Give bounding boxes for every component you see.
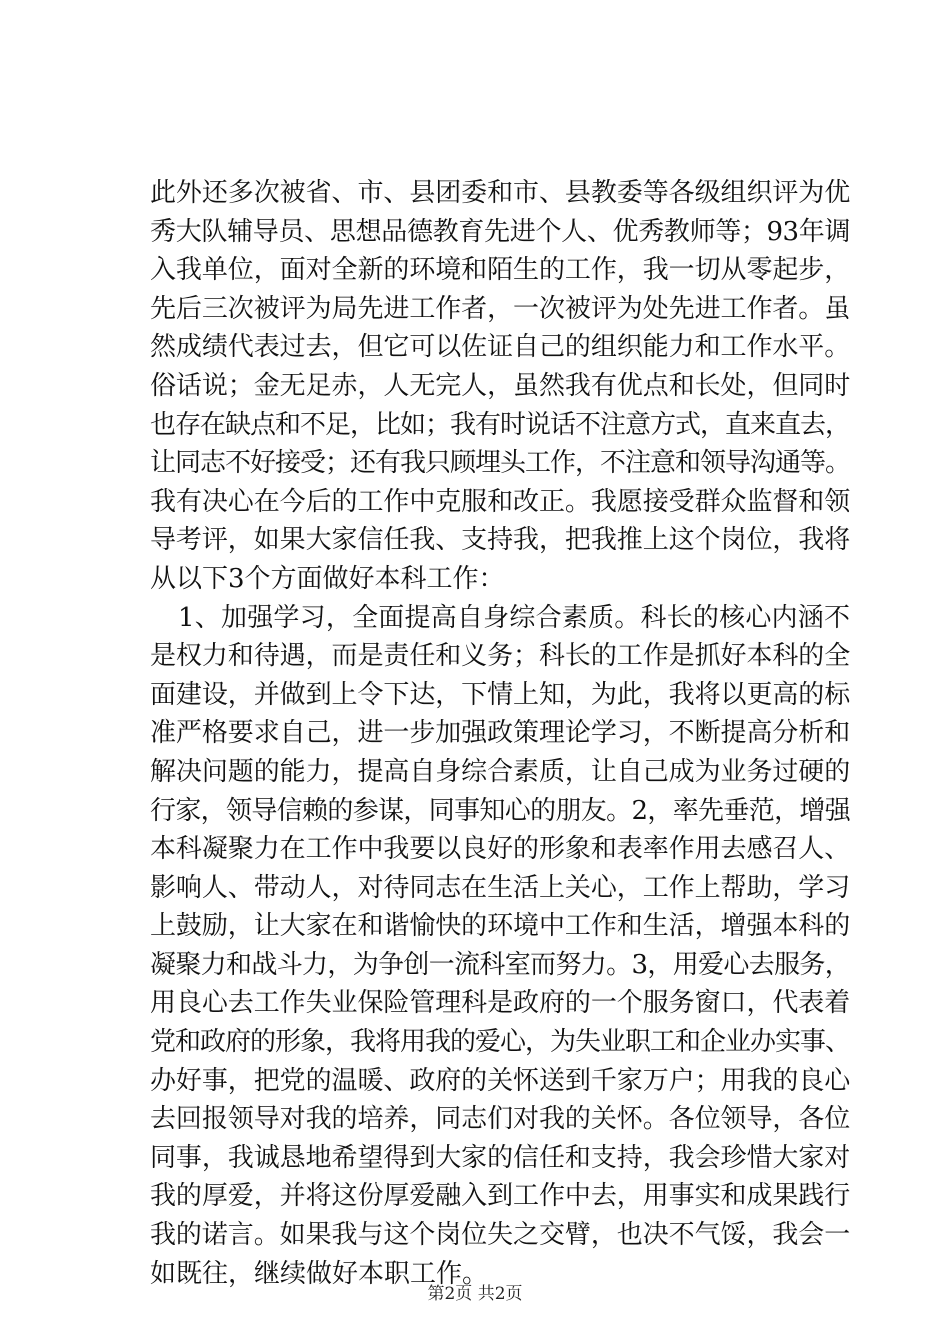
text-line: 面建设，并做到上令下达，下情上知，为此，我将以更高的标 <box>150 679 850 710</box>
text-line: 解决问题的能力，提高自身综合素质，让自己成为业务过硬的 <box>150 756 850 787</box>
text-line: 党和政府的形象，我将用我的爱心，为失业职工和企业办实事、 <box>150 1027 851 1058</box>
text-line: 导考评，如果大家信任我、支持我，把我推上这个岗位，我将 <box>150 525 850 556</box>
text-line: 我的诺言。如果我与这个岗位失之交臂，也决不气馁，我会一 <box>150 1220 850 1251</box>
text-line: 此外还多次被省、市、县团委和市、县教委等各级组织评为优 <box>150 178 850 208</box>
text-line: 俗话说；金无足赤，人无完人，虽然我有优点和长处，但同时 <box>150 370 850 401</box>
text-line: 同事，我诚恳地希望得到大家的信任和支持，我会珍惜大家对 <box>150 1142 850 1173</box>
text-line: 从以下3个方面做好本科工作： <box>150 563 505 594</box>
text-line: 准严格要求自己，进一步加强政策理论学习，不断提高分析和 <box>150 718 850 749</box>
text-line: 然成绩代表过去，但它可以佐证自己的组织能力和工作水平。 <box>150 332 850 363</box>
body-text <box>150 174 850 1293</box>
page-footer: 第2页 共2页 <box>427 1284 523 1304</box>
text-line: 去回报领导对我的培养，同志们对我的关怀。各位领导，各位 <box>150 1104 850 1135</box>
text-line: 我有决心在今后的工作中克服和改正。我愿接受群众监督和领 <box>150 486 850 517</box>
text-line: 上鼓励，让大家在和谐愉快的环境中工作和生活，增强本科的 <box>150 911 850 942</box>
text-line: 让同志不好接受；还有我只顾埋头工作，不注意和领导沟通等。 <box>150 448 851 479</box>
text-line: 凝聚力和战斗力，为争创一流科室而努力。3，用爱心去服务， <box>150 949 850 980</box>
text-line: 1、加强学习，全面提高自身综合素质。科长的核心内涵不 <box>178 602 850 633</box>
text-line: 我的厚爱，并将这份厚爱融入到工作中去，用事实和成果践行 <box>150 1181 850 1212</box>
text-line: 办好事，把党的温暖、政府的关怀送到千家万户；用我的良心 <box>150 1065 850 1096</box>
text-line: 本科凝聚力在工作中我要以良好的形象和表率作用去感召人、 <box>150 834 850 865</box>
text-line: 用良心去工作失业保险管理科是政府的一个服务窗口，代表着 <box>150 988 850 1019</box>
text-line: 入我单位，面对全新的环境和陌生的工作，我一切从零起步， <box>150 255 850 286</box>
text-line: 行家，领导信赖的参谋，同事知心的朋友。2，率先垂范，增强 <box>150 795 850 826</box>
text-line: 影响人、带动人，对待同志在生活上关心，工作上帮助，学习 <box>150 872 850 903</box>
text-line: 秀大队辅导员、思想品德教育先进个人、优秀教师等；93年调 <box>150 216 850 247</box>
text-line: 也存在缺点和不足，比如；我有时说话不注意方式，直来直去， <box>150 409 851 440</box>
text-line: 是权力和待遇，而是责任和义务；科长的工作是抓好本科的全 <box>150 641 850 672</box>
text-line: 先后三次被评为局先进工作者，一次被评为处先进工作者。虽 <box>150 293 850 324</box>
text-line: 如既往，继续做好本职工作。 <box>150 1258 489 1289</box>
